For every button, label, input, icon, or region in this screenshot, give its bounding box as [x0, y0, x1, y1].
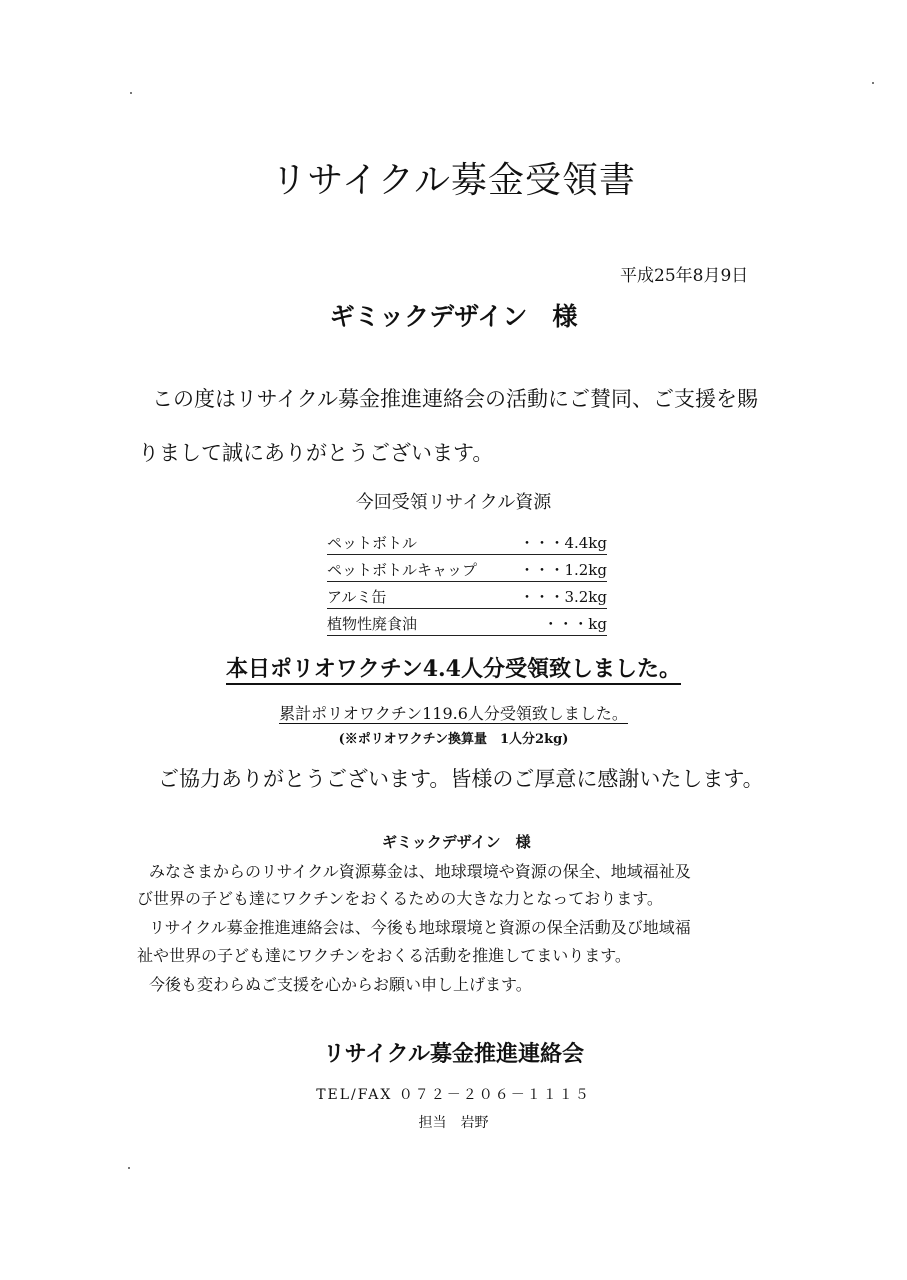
resource-amount: ・・・kg: [543, 615, 607, 633]
cumulative-text: 累計ポリオワクチン119.6人分受領致しました。: [279, 704, 628, 723]
thanks-message: ご協力ありがとうございます。皆様のご厚意に感謝いたします。: [158, 767, 764, 791]
paragraph-line: 今後も変わらぬご支援を心からお願い申し上げます。: [149, 975, 532, 994]
scan-speck: [130, 92, 132, 94]
organization-name: リサイクル募金推進連絡会: [323, 1041, 584, 1067]
cumulative-statement: [0, 701, 907, 724]
conversion-note: (※ポリオワクチン換算量 1人分2kg): [338, 732, 569, 747]
paragraph-line: リサイクル募金推進連絡会は、今後も地球環境と資源の保全活動及び地域福: [149, 918, 691, 937]
resource-row: [327, 587, 607, 609]
resource-name: アルミ缶: [327, 588, 387, 606]
paragraph-line: び世界の子ども達にワクチンをおくるための大きな力となっております。: [137, 889, 663, 908]
resource-row: [327, 560, 607, 582]
paragraph-line: みなさまからのリサイクル資源募金は、地球環境や資源の保全、地域福祉及: [149, 862, 691, 881]
issue-date: 平成25年8月9日: [620, 266, 749, 286]
sub-recipient-name: ギミックデザイン 様: [382, 833, 531, 851]
resource-name: ペットボトル: [327, 534, 418, 552]
contact-person: 担当 岩野: [418, 1115, 489, 1131]
intro-line-1: この度はリサイクル募金推進連絡会の活動にご賛同、ご支援を賜: [152, 387, 759, 411]
resource-name: 植物性廃食油: [327, 615, 418, 633]
paragraph-line: 祉や世界の子ども達にワクチンをおくる活動を推進してまいります。: [137, 946, 631, 965]
tel-fax: TEL/FAX ０７２－２０６－１１１５: [316, 1087, 591, 1103]
today-received-text: 本日ポリオワクチン4.4人分受領致しました。: [226, 656, 681, 685]
resource-amount: ・・・1.2kg: [519, 561, 607, 579]
intro-line-2: りまして誠にありがとうございます。: [138, 441, 494, 465]
resource-amount: ・・・3.2kg: [519, 588, 607, 606]
document-title: リサイクル募金受領書: [271, 160, 636, 201]
today-received-statement: [0, 652, 907, 683]
scan-speck: [128, 1167, 130, 1169]
recipient-name: ギミックデザイン 様: [329, 302, 578, 331]
resource-row: [327, 533, 607, 555]
resource-amount: ・・・4.4kg: [519, 534, 607, 552]
resource-name: ペットボトルキャップ: [327, 561, 478, 579]
resources-heading: 今回受領リサイクル資源: [355, 492, 552, 513]
scan-speck: [872, 82, 874, 84]
resource-row: [327, 614, 607, 636]
